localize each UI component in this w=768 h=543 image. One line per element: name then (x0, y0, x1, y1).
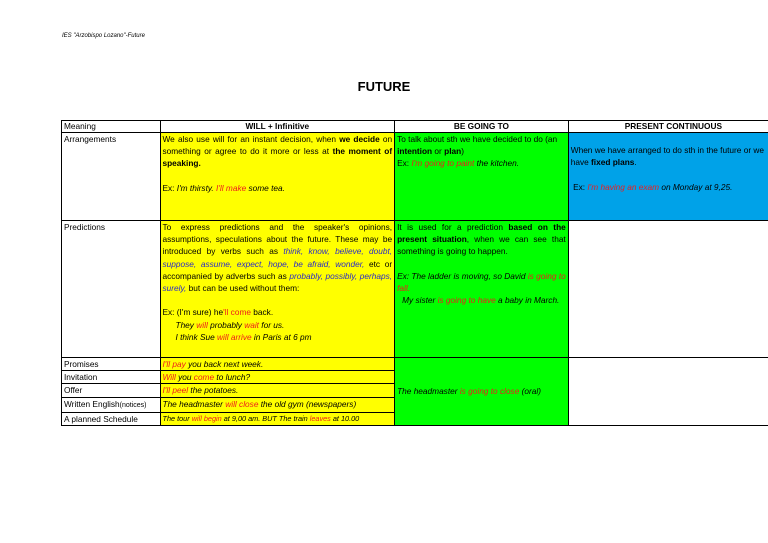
going-shared-cell: The headmaster is going to close (oral) (395, 358, 569, 426)
written-will-cell: The headmaster will close the old gym (newspapers) (160, 397, 395, 412)
verb-list: think, know, believe, doubt, suppose, assume, expect, hope, be afraid, wonder, (162, 246, 393, 269)
label-predictions: Predictions (62, 221, 161, 358)
invitation-will-cell: Will you come to lunch? (160, 371, 395, 384)
label-arrangements: Arrangements (62, 133, 161, 221)
row-predictions (62, 221, 768, 358)
header-meaning: Meaning (62, 121, 161, 133)
arrangements-present-cell: When we have arranged to do sth in the future or we have fixed plans. Ex: I'm having an exam on Monday at 9,25. (568, 133, 768, 221)
arrangements-will-cell: We also use will for an instant decision, when we decide on something or agree to do it more or less at the moment of speaking. Ex: I'm thirsty. I'll make some tea. (160, 133, 395, 221)
predictions-present-cell (568, 221, 768, 358)
row-promises (62, 358, 768, 371)
header-going: BE GOING TO (395, 121, 569, 133)
header-present: PRESENT CONTINUOUS (568, 121, 768, 133)
label-invitation: Invitation (62, 371, 161, 384)
label-offer: Offer (62, 384, 161, 397)
label-planned-schedule: A planned Schedule (62, 412, 161, 425)
promises-will-cell: I'll pay you back next week. (160, 358, 395, 371)
label-promises: Promises (62, 358, 161, 371)
future-tenses-table (61, 120, 768, 426)
schedule-will-cell: The tour will begin at 9,00 am. BUT The train leaves at 10.00 (160, 412, 395, 425)
row-arrangements (62, 133, 768, 221)
predictions-will-cell: To express predictions and the speaker's opinions, assumptions, speculations about the future. These may be introduced by verbs such as think, know, believe, doubt, suppose, assume, expect, hope, be afraid, wonder, etc or accompanied by adverbs such as probably, possibly, perhaps, surely, but can be used without them: Ex: (I'm sure) he'll come back. They will probably wait for us. I think Sue will arrive in Paris at 6 pm (160, 221, 395, 358)
predictions-going-cell: It is used for a prediction based on the present situation, when we can see that something is going to happen. Ex: The ladder is moving, so David is going to fall. My sister is going to have a baby in March. (395, 221, 569, 358)
label-written-english: Written English(notices) (62, 397, 161, 412)
page-title: FUTURE (357, 79, 411, 94)
header-will: WILL + Infinitive (160, 121, 395, 133)
offer-will-cell: I'll peel the potatoes. (160, 384, 395, 397)
document-header: IES "Arzobispo Lozano"-Future (62, 33, 145, 39)
table-header-row (62, 121, 768, 133)
present-empty-cell (568, 358, 768, 426)
arrangements-going-cell: To talk about sth we have decided to do (an intention or plan) Ex: I'm going to paint the kitchen. (395, 133, 569, 221)
adverb-list: probably, possibly, perhaps, surely, (162, 270, 393, 294)
